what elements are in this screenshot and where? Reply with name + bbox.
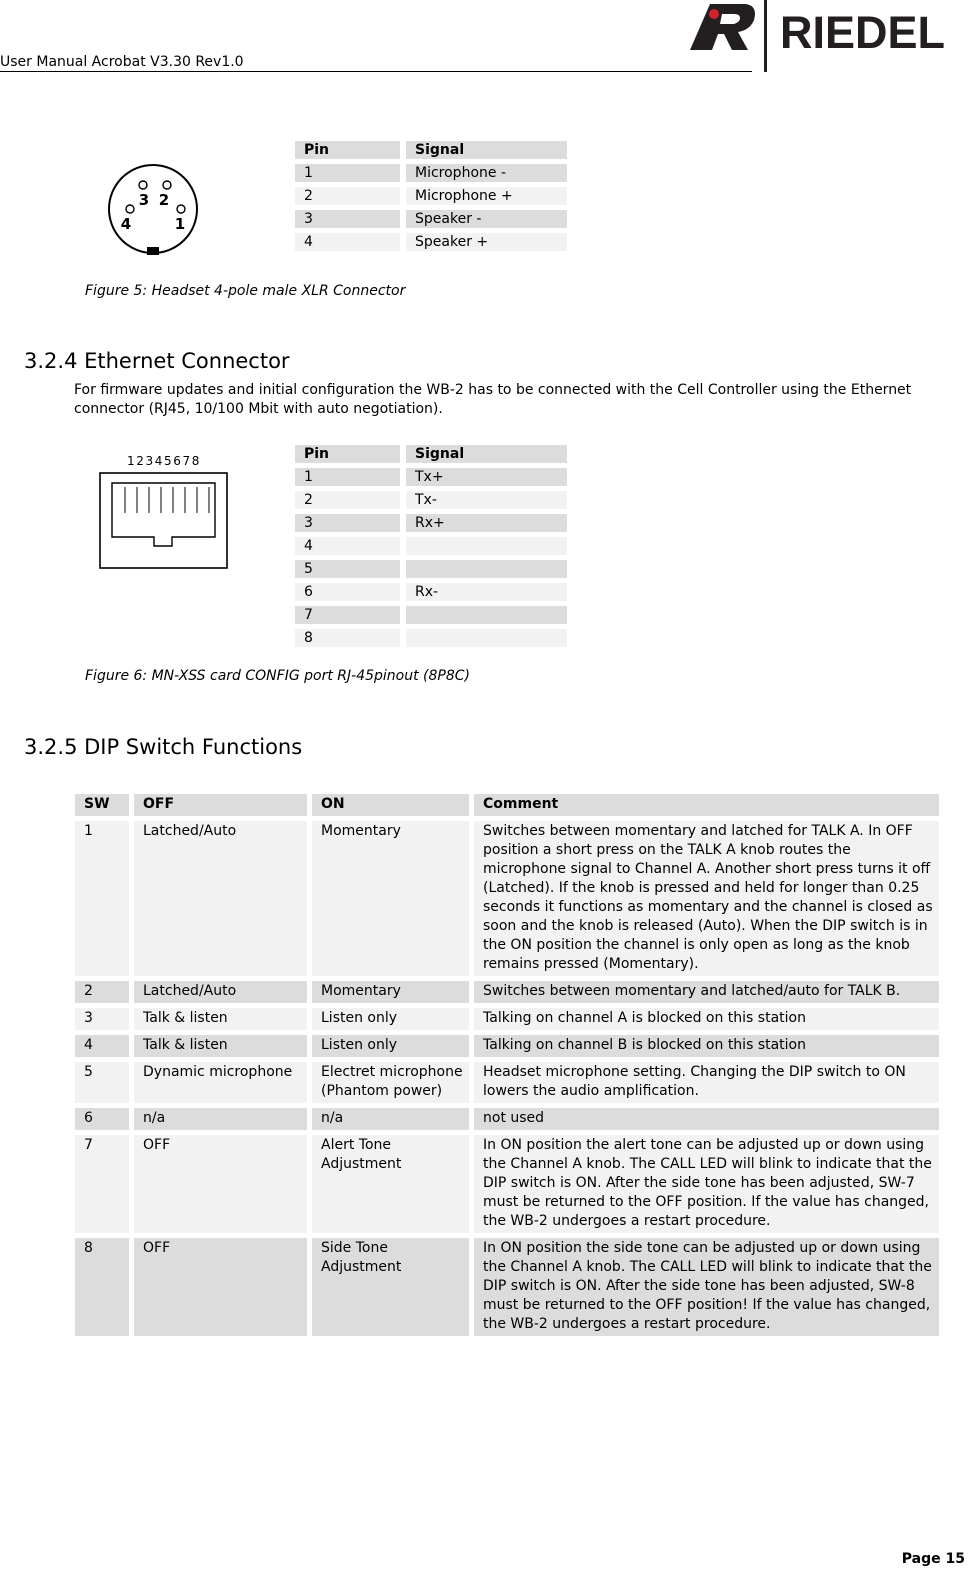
table-row xyxy=(295,491,567,509)
xlr-pin-label: 4 xyxy=(120,215,132,233)
signal-column-header: Signal xyxy=(406,445,560,463)
table-row xyxy=(75,1008,939,1030)
pin-column-header: Pin xyxy=(295,141,400,159)
on-cell: n/a xyxy=(312,1108,469,1130)
page-number: Page 15 xyxy=(901,1551,965,1567)
table-row xyxy=(75,821,939,976)
section-heading-dip-switch: 3.2.5 DIP Switch Functions xyxy=(24,735,303,759)
xlr-pin-label: 2 xyxy=(158,191,170,209)
comment-cell: In ON position the alert tone can be adjusted up or down using the Channel A knob. The CALL LED will blink to indicate that the DIP switch is ON. After the side tone has been adjusted, SW-7 must be returned to the OFF position. If the value has changed, the WB-2 undergoes a restart procedure. xyxy=(474,1135,939,1233)
pin-cell: 5 xyxy=(295,560,400,578)
table-row xyxy=(295,187,567,205)
pin-cell: 1 xyxy=(295,468,400,486)
comment-cell: Talking on channel B is blocked on this station xyxy=(474,1035,939,1057)
pin-cell: 1 xyxy=(295,164,400,182)
pin-cell: 2 xyxy=(295,187,400,205)
pin-column-header: Pin xyxy=(295,445,400,463)
on-cell: Alert Tone Adjustment xyxy=(312,1135,469,1233)
signal-cell: Tx+ xyxy=(406,468,560,486)
signal-cell xyxy=(406,537,560,555)
table-row xyxy=(295,514,567,532)
on-cell: Momentary xyxy=(312,981,469,1003)
sw-cell: 6 xyxy=(75,1108,129,1130)
table-header-row xyxy=(295,141,567,159)
rj45-pin-table xyxy=(295,440,567,652)
pin-cell: 4 xyxy=(295,537,400,555)
on-cell: Electret microphone (Phantom power) xyxy=(312,1062,469,1103)
pin-cell: 3 xyxy=(295,514,400,532)
dip-switch-table xyxy=(75,789,939,1341)
signal-cell xyxy=(406,560,560,578)
table-row xyxy=(295,629,567,647)
on-cell: Side Tone Adjustment xyxy=(312,1238,469,1336)
signal-cell: Rx+ xyxy=(406,514,560,532)
section-heading-ethernet-connector: 3.2.4 Ethernet Connector xyxy=(24,349,290,373)
pin-cell: 3 xyxy=(295,210,400,228)
table-row xyxy=(295,537,567,555)
ethernet-description: For firmware updates and initial configuration the WB-2 has to be connected with the Cell Controller using the Ethernet connector (RJ45, 10/100 Mbit with auto negotiation). xyxy=(74,382,912,417)
riedel-logo xyxy=(688,0,958,72)
xlr-connector-diagram xyxy=(106,162,202,258)
sw-cell: 2 xyxy=(75,981,129,1003)
xlr-pin-label: 1 xyxy=(174,215,186,233)
table-row xyxy=(75,1108,939,1130)
signal-cell: Rx- xyxy=(406,583,560,601)
comment-cell: In ON position the side tone can be adjusted up or down using the Channel A knob. The CALL LED will blink to indicate that the DIP switch is ON. After the side tone has been adjusted, SW-8 must be returned to the OFF position! If the value has changed, the WB-2 undergoes a restart procedure. xyxy=(474,1238,939,1336)
table-row xyxy=(295,468,567,486)
comment-cell: not used xyxy=(474,1108,939,1130)
riedel-wordmark: RIEDEL xyxy=(780,7,946,58)
figure-5-caption: Figure 5: Headset 4-pole male XLR Connector xyxy=(85,283,406,299)
off-cell: Latched/Auto xyxy=(134,981,307,1003)
comment-cell: Talking on channel A is blocked on this station xyxy=(474,1008,939,1030)
on-cell: Momentary xyxy=(312,821,469,976)
off-cell: OFF xyxy=(134,1135,307,1233)
table-row xyxy=(295,583,567,601)
table-row xyxy=(75,1062,939,1103)
off-cell: Talk & listen xyxy=(134,1008,307,1030)
signal-cell: Speaker - xyxy=(406,210,560,228)
signal-column-header: Signal xyxy=(406,141,560,159)
table-row xyxy=(295,233,567,251)
table-row xyxy=(295,164,567,182)
pin-cell: 7 xyxy=(295,606,400,624)
rj45-port-diagram xyxy=(98,452,230,572)
table-row xyxy=(75,981,939,1003)
table-row xyxy=(295,606,567,624)
table-row xyxy=(75,1035,939,1057)
sw-column-header: SW xyxy=(75,794,129,816)
rj45-pin-numbers: 12345678 xyxy=(127,454,201,468)
table-row xyxy=(75,1238,939,1336)
pin-cell: 8 xyxy=(295,629,400,647)
table-row xyxy=(295,210,567,228)
off-cell: OFF xyxy=(134,1238,307,1336)
off-cell: Talk & listen xyxy=(134,1035,307,1057)
table-row xyxy=(295,560,567,578)
off-cell: Dynamic microphone xyxy=(134,1062,307,1103)
on-cell: Listen only xyxy=(312,1008,469,1030)
comment-column-header: Comment xyxy=(474,794,939,816)
comment-cell: Switches between momentary and latched/auto for TALK B. xyxy=(474,981,939,1003)
xlr-pin-table xyxy=(295,136,567,256)
off-cell: Latched/Auto xyxy=(134,821,307,976)
sw-cell: 8 xyxy=(75,1238,129,1336)
signal-cell: Speaker + xyxy=(406,233,560,251)
sw-cell: 5 xyxy=(75,1062,129,1103)
comment-cell: Headset microphone setting. Changing the DIP switch to ON lowers the audio amplification. xyxy=(474,1062,939,1103)
riedel-r-mark xyxy=(690,4,755,50)
sw-cell: 3 xyxy=(75,1008,129,1030)
table-row xyxy=(75,1135,939,1233)
signal-cell: Tx- xyxy=(406,491,560,509)
off-column-header: OFF xyxy=(134,794,307,816)
signal-cell xyxy=(406,606,560,624)
signal-cell: Microphone + xyxy=(406,187,560,205)
xlr-pin-label: 3 xyxy=(138,191,150,209)
on-cell: Listen only xyxy=(312,1035,469,1057)
signal-cell xyxy=(406,629,560,647)
sw-cell: 4 xyxy=(75,1035,129,1057)
figure-6-caption: Figure 6: MN-XSS card CONFIG port RJ-45pinout (8P8C) xyxy=(85,668,470,684)
pin-cell: 2 xyxy=(295,491,400,509)
header-rule xyxy=(0,71,752,72)
off-cell: n/a xyxy=(134,1108,307,1130)
table-header-row xyxy=(295,445,567,463)
on-column-header: ON xyxy=(312,794,469,816)
comment-cell: Switches between momentary and latched for TALK A. In OFF position a short press on the TALK A knob routes the microphone signal to Channel A. Another short press turns it off (Latched). If the knob is pressed and held for longer than 0.25 seconds it functions as momentary and the channel is closed as soon and the knob is released (Auto). When the DIP switch is in the ON position the channel is only open as long as the knob remains pressed (Momentary). xyxy=(474,821,939,976)
table-header-row xyxy=(75,794,939,816)
pin-cell: 4 xyxy=(295,233,400,251)
document-header-title: User Manual Acrobat V3.30 Rev1.0 xyxy=(0,54,244,70)
sw-cell: 1 xyxy=(75,821,129,976)
pin-cell: 6 xyxy=(295,583,400,601)
sw-cell: 7 xyxy=(75,1135,129,1233)
signal-cell: Microphone - xyxy=(406,164,560,182)
